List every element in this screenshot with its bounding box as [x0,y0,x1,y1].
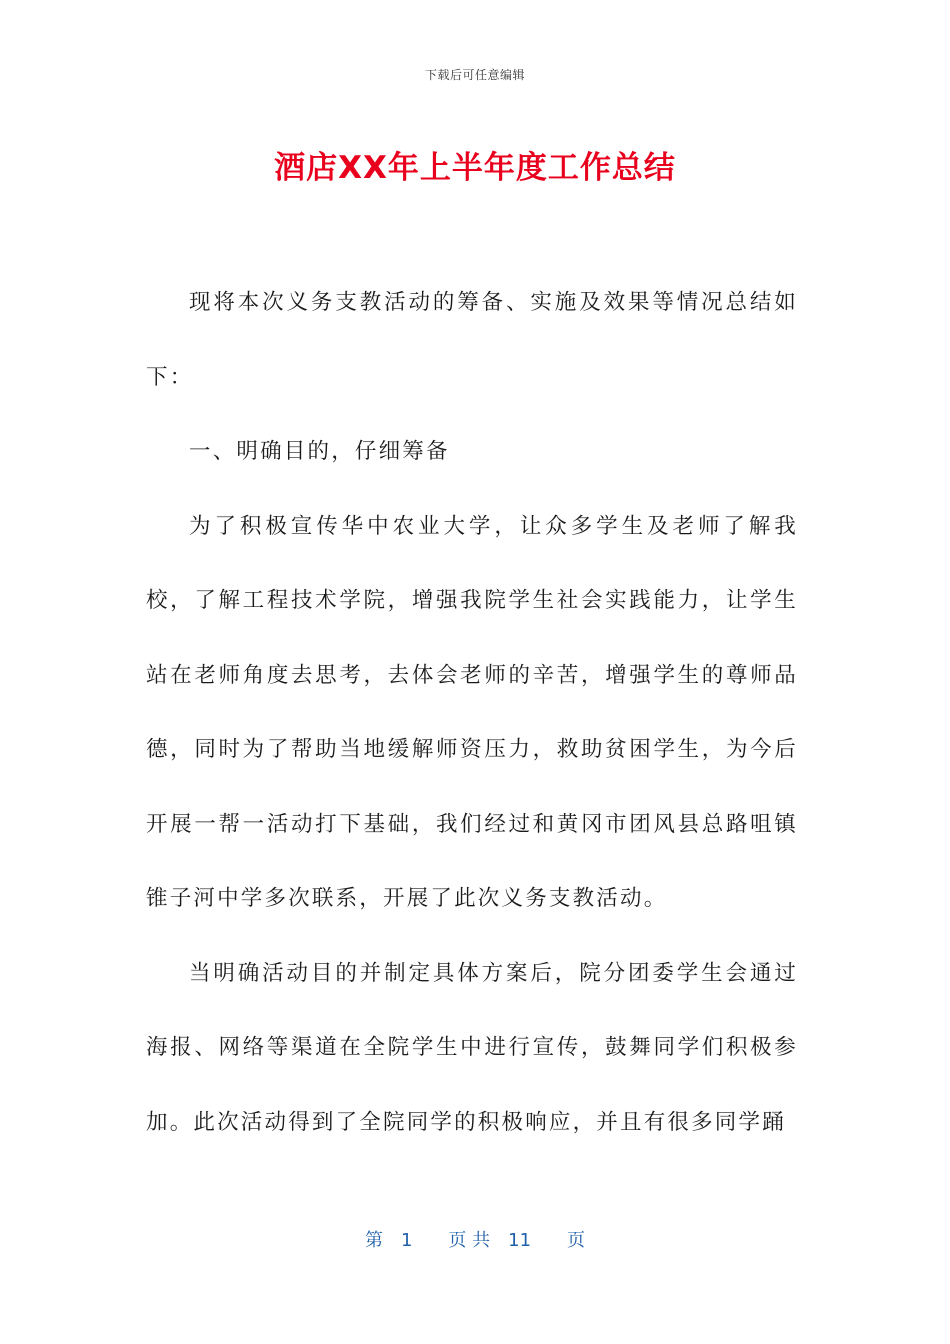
document-title: 酒店XX年上半年度工作总结 [274,150,676,186]
section-heading: 一、明确目的，仔细筹备 [189,439,450,464]
paragraph: 当明确活动目的并制定具体方案后，院分团委学生会通过海报、网络等渠道在全院学生中进行宣传，鼓舞同学们积极参加。此次活动得到了全院同学的积极响应，并且有很多同学踊 [146,960,798,1135]
paragraph: 现将本次义务支教活动的筹备、实施及效果等情况总结如下： [146,290,798,390]
header-note: 下载后可任意编辑 [424,68,525,82]
page-number-footer: 第 1 页 共 11 页 [364,1230,586,1251]
document-body [146,266,798,1160]
paragraph: 为了积极宣传华中农业大学，让众多学生及老师了解我校，了解工程技术学院，增强我院学生社会实践能力，让学生站在老师角度去思考，去体会老师的辛苦，增强学生的尊师品德，同时为了帮助当地缓解师资压力，救助贫困学生，为今后开展一帮一活动打下基础，我们经过和黄冈市团风县总路咀镇锥子河中学多次联系，开展了此次义务支教活动。 [146,513,798,911]
